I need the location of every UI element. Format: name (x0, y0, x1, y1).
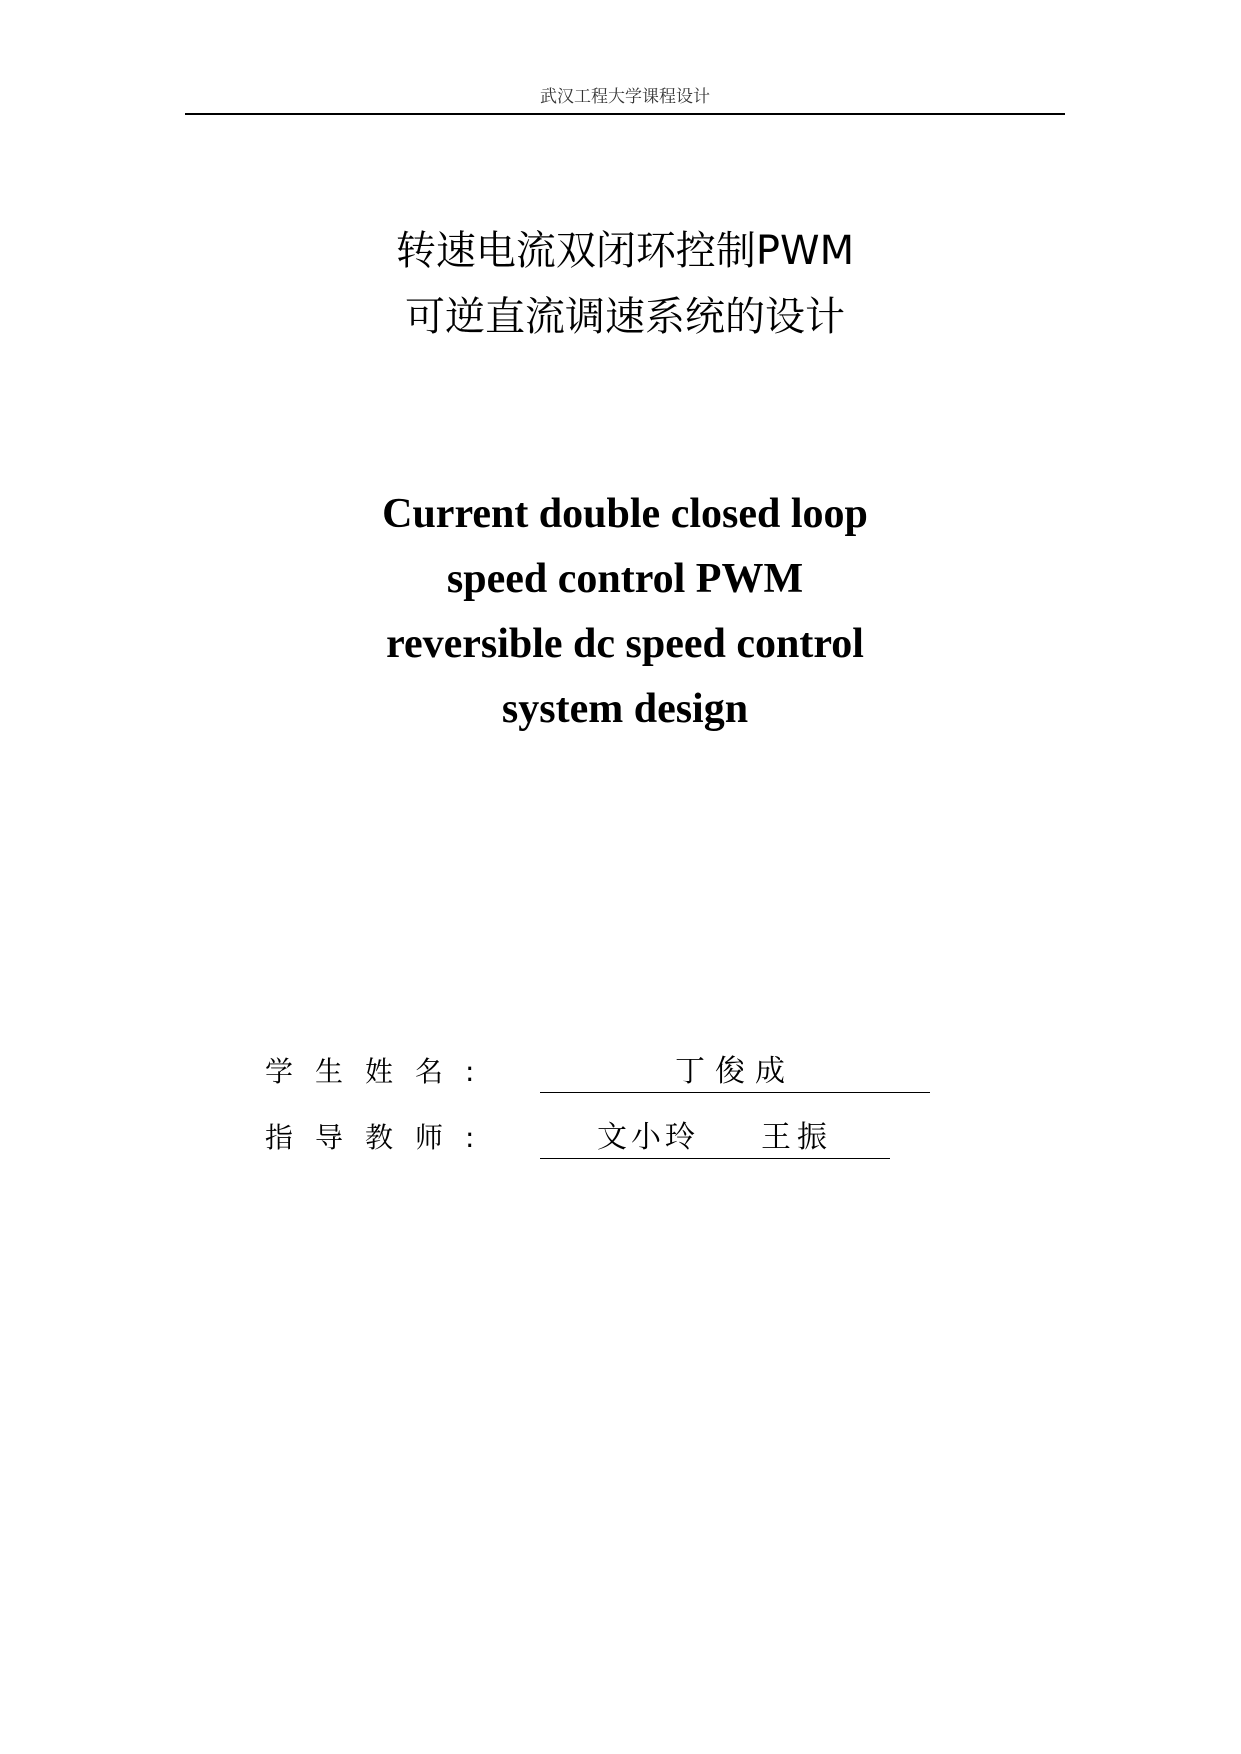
student-name-row (265, 1052, 965, 1096)
advisor-label: 指导教师: (265, 1121, 497, 1154)
english-title-line-4: system design (501, 686, 749, 732)
advisor-name-2: 王振 (761, 1120, 833, 1155)
english-title-line-1: Current double closed loop (382, 491, 868, 537)
english-title (185, 482, 1065, 742)
running-header: 武汉工程大学课程设计 (540, 87, 710, 107)
advisor-row (265, 1118, 965, 1162)
chinese-title (185, 218, 1065, 350)
english-title-line-2: speed control PWM (446, 556, 804, 602)
advisor-value (540, 1118, 890, 1159)
english-title-line-3: reversible dc speed control (386, 621, 864, 667)
chinese-title-line-1: 转速电流双闭环控制PWM (395, 228, 855, 274)
student-name-value: 丁俊成 (540, 1052, 930, 1093)
header-rule (185, 113, 1065, 115)
chinese-title-line-2: 可逆直流调速系统的设计 (405, 294, 845, 340)
student-name-label: 学生姓名: (265, 1055, 497, 1088)
advisor-name-1: 文小玲 (597, 1120, 699, 1155)
